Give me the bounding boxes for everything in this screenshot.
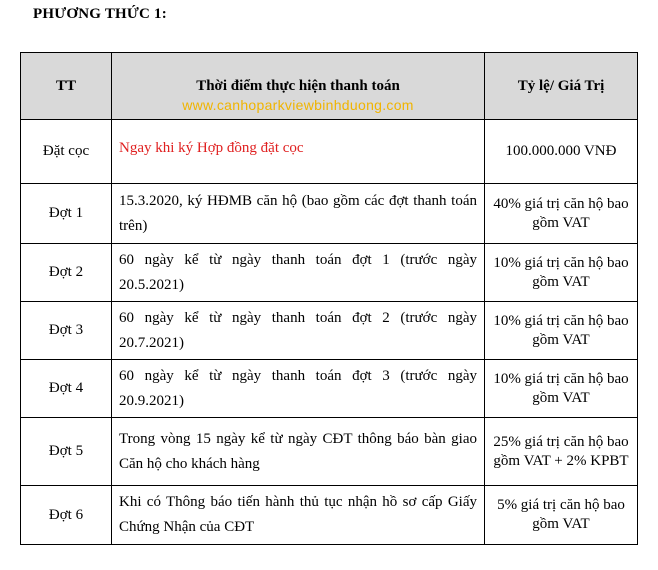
row-time: 15.3.2020, ký HĐMB căn hộ (bao gồm các đợt thanh toán trên) xyxy=(112,184,485,244)
row-time: Ngay khi ký Hợp đồng đặt cọc xyxy=(112,120,485,184)
row-value: 100.000.000 VNĐ xyxy=(485,120,638,184)
row-tt: Đợt 1 xyxy=(21,184,112,244)
row-value: 10% giá trị căn hộ bao gồm VAT xyxy=(485,360,638,418)
row-tt: Đợt 3 xyxy=(21,302,112,360)
watermark-url: www.canhoparkviewbinhduong.com xyxy=(182,97,414,113)
row-tt: Đợt 5 xyxy=(21,418,112,486)
table-header-row xyxy=(21,53,638,120)
table-row xyxy=(21,302,638,360)
row-time: Trong vòng 15 ngày kể từ ngày CĐT thông báo bàn giao Căn hộ cho khách hàng xyxy=(112,418,485,486)
payment-schedule-table xyxy=(20,52,638,545)
table-row xyxy=(21,360,638,418)
row-time: 60 ngày kể từ ngày thanh toán đợt 1 (trước ngày 20.5.2021) xyxy=(112,244,485,302)
section-heading: PHƯƠNG THỨC 1: xyxy=(33,6,167,22)
row-time: Khi có Thông báo tiến hành thủ tục nhận hồ sơ cấp Giấy Chứng Nhận của CĐT xyxy=(112,486,485,545)
row-tt: Đặt cọc xyxy=(21,120,112,184)
row-value: 40% giá trị căn hộ bao gồm VAT xyxy=(485,184,638,244)
row-tt: Đợt 6 xyxy=(21,486,112,545)
table-row xyxy=(21,184,638,244)
row-time: 60 ngày kể từ ngày thanh toán đợt 3 (trước ngày 20.9.2021) xyxy=(112,360,485,418)
row-tt: Đợt 2 xyxy=(21,244,112,302)
table-row xyxy=(21,244,638,302)
header-payment-time xyxy=(112,53,485,120)
row-value: 25% giá trị căn hộ bao gồm VAT + 2% KPBT xyxy=(485,418,638,486)
row-value: 5% giá trị căn hộ bao gồm VAT xyxy=(485,486,638,545)
row-time: 60 ngày kể từ ngày thanh toán đợt 2 (trước ngày 20.7.2021) xyxy=(112,302,485,360)
header-tt: TT xyxy=(21,53,112,120)
row-value: 10% giá trị căn hộ bao gồm VAT xyxy=(485,302,638,360)
row-value: 10% giá trị căn hộ bao gồm VAT xyxy=(485,244,638,302)
row-tt: Đợt 4 xyxy=(21,360,112,418)
header-payment-time-label: Thời điểm thực hiện thanh toán xyxy=(196,77,400,94)
table-row xyxy=(21,120,638,184)
table-row xyxy=(21,486,638,545)
table-row xyxy=(21,418,638,486)
header-rate-value: Tỷ lệ/ Giá Trị xyxy=(485,53,638,120)
